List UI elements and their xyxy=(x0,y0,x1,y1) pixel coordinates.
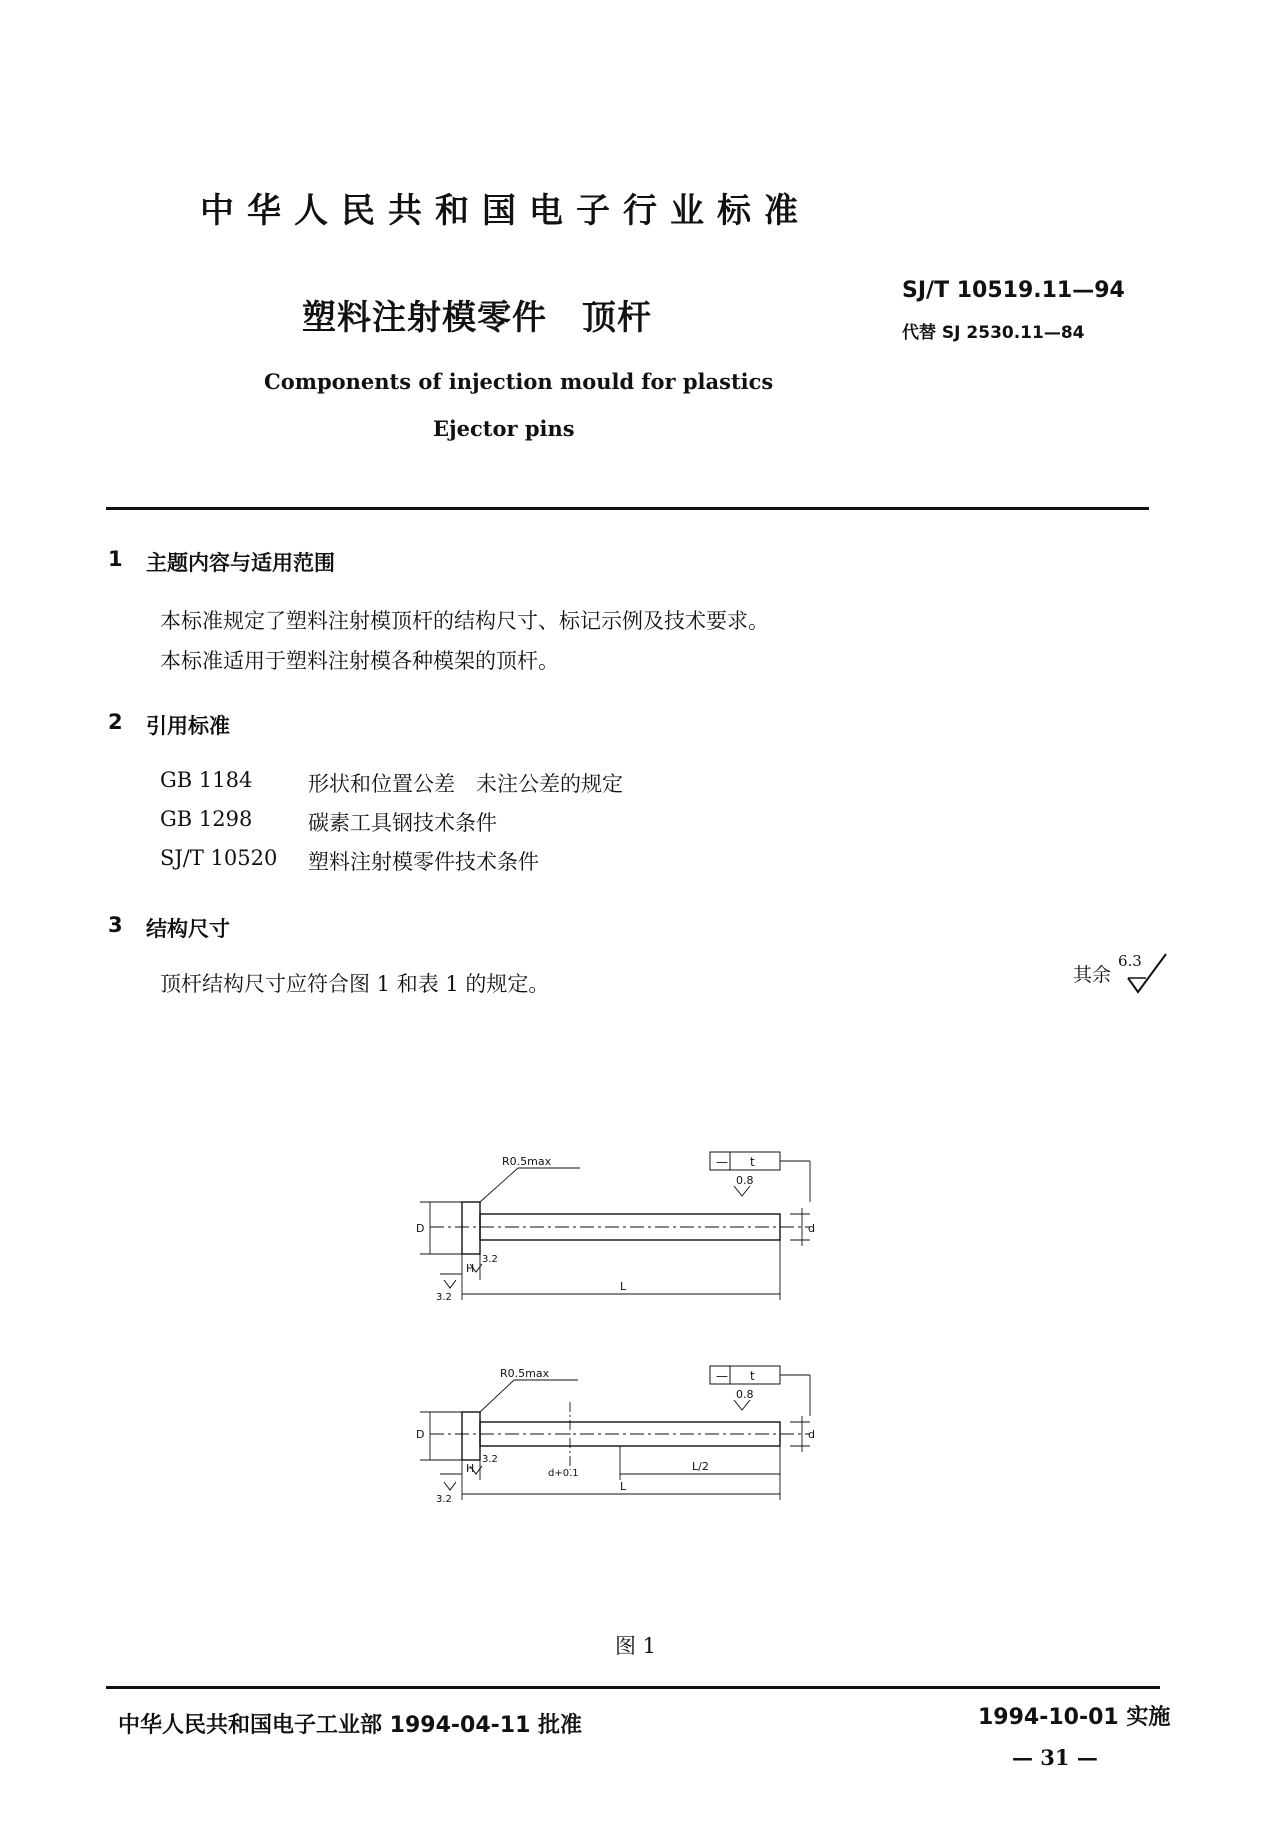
roughness-label: 其余 xyxy=(1073,964,1112,986)
section-2-title: 引用标准 xyxy=(146,714,230,738)
tolerance-value: t xyxy=(750,1369,755,1383)
radius-note: R0.5max xyxy=(502,1155,552,1168)
reference-code: GB 1184 xyxy=(160,768,253,792)
dim-H: H xyxy=(466,1462,475,1475)
roughness-value: 6.3 xyxy=(1118,952,1142,970)
roughness-3-2: 3.2 xyxy=(482,1454,498,1465)
tolerance-value: t xyxy=(750,1155,755,1169)
reference-title: 塑料注射模零件技术条件 xyxy=(308,850,539,874)
roughness-symbol-icon xyxy=(1124,948,1174,1004)
roughness-3-2: 3.2 xyxy=(436,1292,452,1303)
reference-code: GB 1298 xyxy=(160,807,253,831)
section-1-number: 1 xyxy=(108,547,123,571)
section-3-title: 结构尺寸 xyxy=(146,917,230,941)
tolerance-symbol: — xyxy=(716,1369,728,1383)
standard-cn-title: 塑料注射模零件 顶杆 xyxy=(302,298,652,338)
dim-d: d xyxy=(808,1428,815,1441)
header-divider xyxy=(106,507,1149,510)
dim-L-half: L/2 xyxy=(692,1460,709,1473)
footer-divider xyxy=(106,1686,1160,1689)
dim-L: L xyxy=(620,1280,627,1293)
roughness-0-8: 0.8 xyxy=(736,1388,754,1401)
dim-L: L xyxy=(620,1480,627,1493)
section-2-number: 2 xyxy=(108,710,123,734)
dim-D: D xyxy=(416,1428,425,1441)
section-1-paragraph: 本标准规定了塑料注射模顶杆的结构尺寸、标记示例及技术要求。 xyxy=(160,609,769,633)
reference-title: 碳素工具钢技术条件 xyxy=(308,811,497,835)
dim-H: H xyxy=(466,1262,475,1275)
roughness-0-8: 0.8 xyxy=(736,1174,754,1187)
ejector-pin-view-2 xyxy=(416,1366,815,1505)
roughness-3-2: 3.2 xyxy=(436,1494,452,1505)
dim-D: D xyxy=(416,1222,425,1235)
effective-date: 1994-10-01 实施 xyxy=(978,1705,1171,1730)
figure-caption: 图 1 xyxy=(615,1634,657,1658)
tolerance-symbol: — xyxy=(716,1155,728,1169)
radius-note: R0.5max xyxy=(500,1367,550,1380)
replaces-standard: 代替 SJ 2530.11—84 xyxy=(902,323,1085,343)
section-1-title: 主题内容与适用范围 xyxy=(146,551,335,575)
dim-d-plus: d+0.1 xyxy=(548,1468,579,1479)
reference-code: SJ/T 10520 xyxy=(160,846,278,870)
section-1-paragraph: 本标准适用于塑料注射模各种模架的顶杆。 xyxy=(160,649,559,673)
dim-d: d xyxy=(808,1222,815,1235)
ejector-pin-drawing xyxy=(410,1140,850,1540)
section-3-paragraph: 顶杆结构尺寸应符合图 1 和表 1 的规定。 xyxy=(160,972,550,996)
standard-code: SJ/T 10519.11—94 xyxy=(902,278,1125,303)
section-3-number: 3 xyxy=(108,913,123,937)
approval-line: 中华人民共和国电子工业部 1994-04-11 批准 xyxy=(118,1713,583,1738)
standard-en-subtitle: Ejector pins xyxy=(433,416,575,441)
org-title: 中华人民共和国电子行业标准 xyxy=(200,191,811,231)
reference-title: 形状和位置公差 未注公差的规定 xyxy=(308,772,623,796)
page-number: — 31 — xyxy=(1012,1745,1098,1770)
ejector-pin-view-1 xyxy=(416,1152,815,1303)
standard-en-title: Components of injection mould for plastics xyxy=(264,369,774,394)
roughness-3-2: 3.2 xyxy=(482,1254,498,1265)
